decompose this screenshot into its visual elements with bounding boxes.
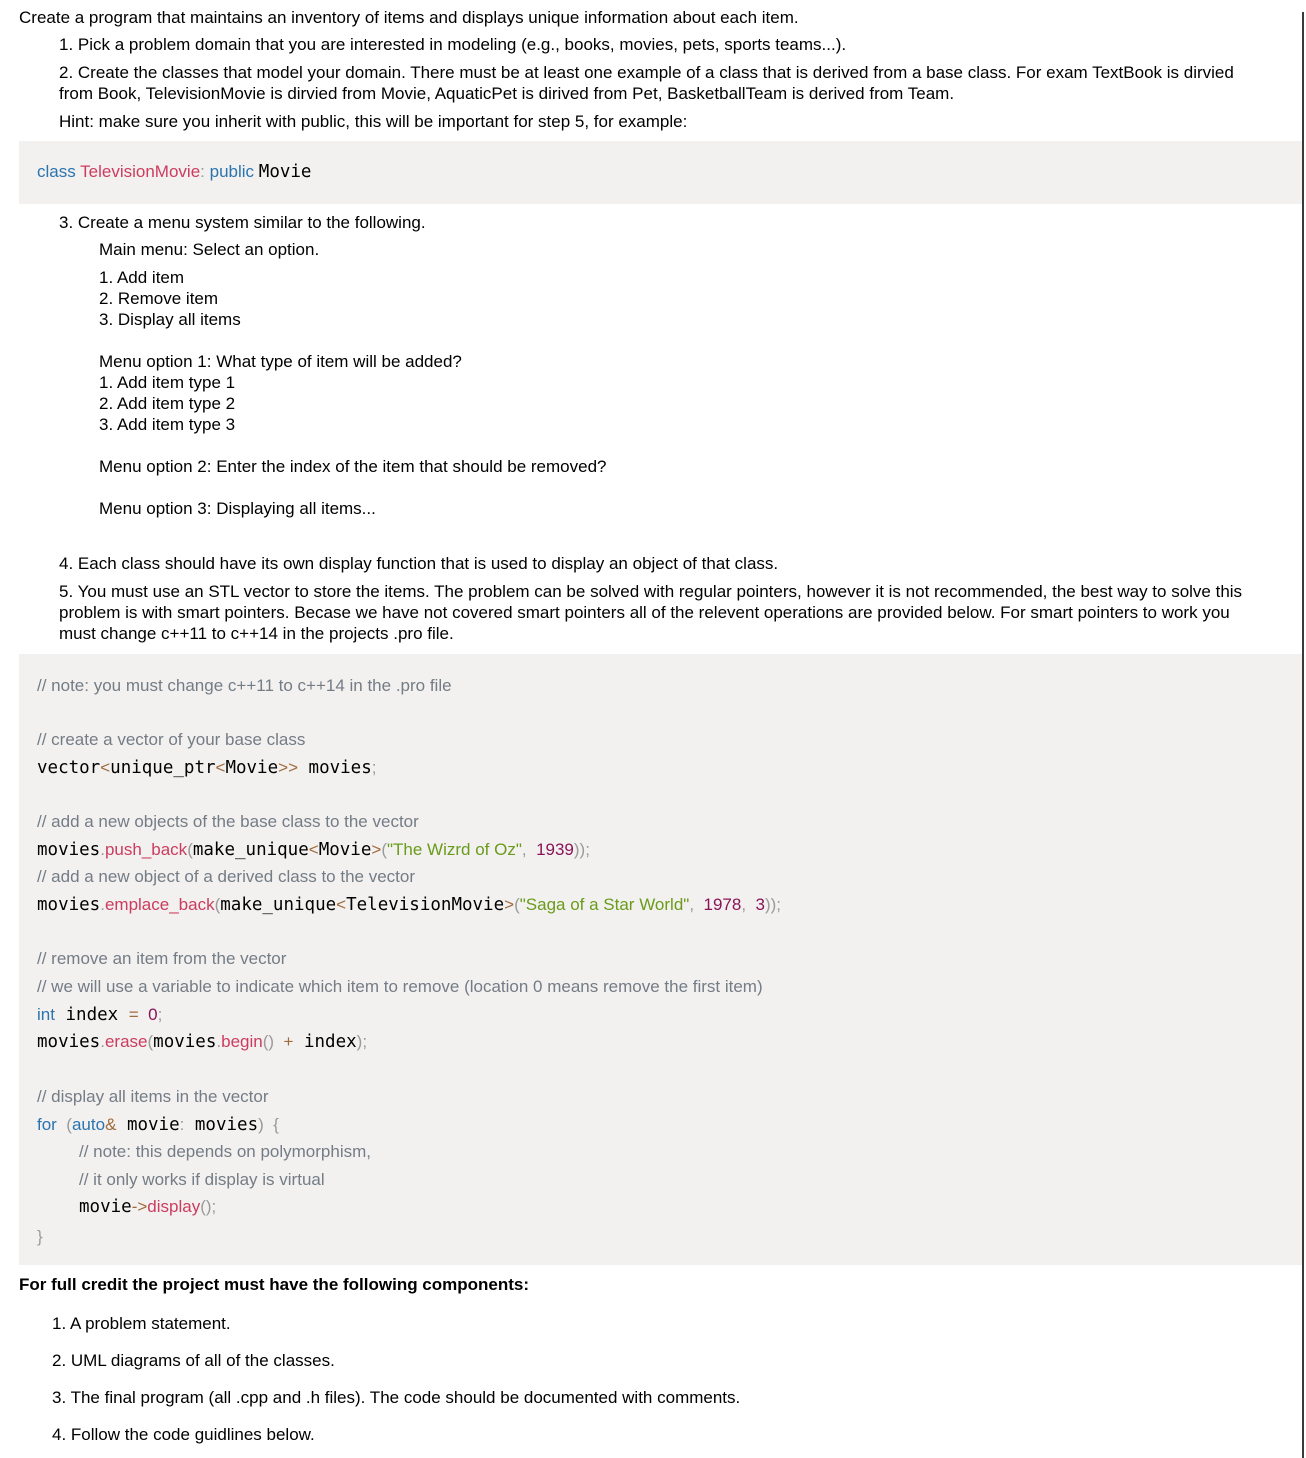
code-token: index bbox=[54, 1005, 129, 1025]
code-token: TelevisionMovie bbox=[346, 895, 505, 915]
credit-item: 3. The final program (all .cpp and .h files). The code should be documented with comments. bbox=[52, 1388, 741, 1407]
code-closing-brace: } bbox=[37, 1227, 43, 1246]
code-token: make_unique bbox=[192, 840, 309, 860]
code-token: index bbox=[293, 1032, 357, 1052]
code-token: auto bbox=[71, 1115, 106, 1134]
code-line-vector-decl bbox=[37, 757, 377, 779]
code-token: for bbox=[37, 1115, 57, 1134]
code-token: + bbox=[283, 1032, 294, 1051]
code-token: display bbox=[147, 1197, 201, 1216]
code-token: push_back bbox=[104, 840, 188, 859]
code-token: < bbox=[308, 840, 319, 859]
code-comment: // it only works if display is virtual bbox=[79, 1170, 325, 1189]
code-token: . bbox=[216, 1032, 222, 1051]
code-token: { bbox=[273, 1115, 279, 1134]
inherit-colon: : bbox=[200, 162, 205, 181]
code-token: make_unique bbox=[220, 895, 337, 915]
code-token: movies bbox=[37, 840, 101, 860]
code-comment: // create a vector of your base class bbox=[37, 730, 306, 749]
code-token: 1978 bbox=[703, 895, 742, 914]
code-token: vector bbox=[37, 758, 101, 778]
code-comment: // note: this depends on polymorphism, bbox=[79, 1142, 371, 1161]
step-2-text-line2: from Book, TelevisionMovie is dirvied from Movie, AquaticPet is dirived from Pet, BasketballTeam is derived from Team. bbox=[59, 84, 955, 103]
code-token: ; bbox=[371, 758, 377, 777]
keyword-public: public bbox=[209, 162, 255, 181]
menu-main-item: 2. Remove item bbox=[99, 289, 219, 308]
page-right-border bbox=[1302, 12, 1304, 1458]
code-token: ( bbox=[514, 895, 520, 914]
code-line-int-decl bbox=[37, 1004, 162, 1026]
credit-item: 1. A problem statement. bbox=[52, 1314, 231, 1333]
code-token: Movie bbox=[318, 840, 372, 860]
code-line-push-back bbox=[37, 839, 590, 861]
menu-option1-item: 3. Add item type 3 bbox=[99, 415, 236, 434]
code-line-display-call bbox=[79, 1196, 216, 1218]
step-2-text-line1: 2. Create the classes that model your domain. There must be at least one example of a class that is derived from a base class. For exam TextBook is dirvied bbox=[59, 63, 1234, 82]
code-token: "Saga of a Star World" bbox=[519, 895, 690, 914]
code-token: movies bbox=[153, 1032, 217, 1052]
code-token: & bbox=[105, 1115, 117, 1134]
code-token: >> bbox=[278, 758, 298, 777]
menu-option1-title: Menu option 1: What type of item will be added? bbox=[99, 352, 462, 371]
code-token: unique_ptr bbox=[110, 758, 216, 778]
code-line-emplace-back bbox=[37, 894, 781, 916]
step-5-text-line3: must change c++11 to c++14 in the projects .pro file. bbox=[59, 624, 454, 643]
keyword-class: class bbox=[37, 162, 76, 181]
code-token: 1939 bbox=[536, 840, 574, 859]
code-token: )); bbox=[764, 895, 782, 914]
code-token: movies bbox=[298, 758, 372, 778]
code-token: Movie bbox=[225, 758, 279, 778]
step-5-text-line1: 5. You must use an STL vector to store the items. The problem can be solved with regular pointers, however it is not recommended, the best way to solve this bbox=[59, 582, 1243, 601]
code-token: ( bbox=[187, 840, 193, 859]
code-token: movies bbox=[184, 1115, 259, 1135]
code-line-class-decl bbox=[37, 161, 311, 183]
code-token: ( bbox=[147, 1032, 154, 1051]
step-4-text: 4. Each class should have its own display function that is used to display an object of that class. bbox=[59, 554, 779, 573]
code-token: movies bbox=[37, 895, 101, 915]
code-token: movie bbox=[116, 1115, 180, 1135]
code-token: ); bbox=[356, 1032, 368, 1051]
credit-heading: For full credit the project must have the following components: bbox=[19, 1275, 530, 1294]
code-token: ) bbox=[258, 1115, 264, 1134]
step-5-text-line2: problem is with smart pointers. Becase we have not covered smart pointers all of the relevent operations are provided below. For smart pointers to work you bbox=[59, 603, 1230, 622]
code-token: ( bbox=[66, 1115, 72, 1134]
code-token: ( bbox=[214, 895, 221, 914]
code-token: begin bbox=[221, 1032, 263, 1051]
menu-option2-title: Menu option 2: Enter the index of the item that should be removed? bbox=[99, 457, 607, 476]
code-token: : bbox=[179, 1115, 185, 1134]
code-token: < bbox=[215, 758, 226, 777]
code-token: emplace_back bbox=[104, 895, 215, 914]
code-token: . bbox=[100, 895, 105, 914]
code-token: int bbox=[37, 1005, 55, 1024]
code-line-erase bbox=[37, 1031, 367, 1053]
code-token: . bbox=[100, 840, 105, 859]
code-token: )); bbox=[573, 840, 590, 859]
code-token: ; bbox=[157, 1005, 163, 1024]
code-comment: // note: you must change c++11 to c++14 in the .pro file bbox=[37, 676, 452, 695]
hint-text: Hint: make sure you inherit with public, this will be important for step 5, for example: bbox=[59, 112, 688, 131]
credit-item: 4. Follow the code guidlines below. bbox=[52, 1425, 315, 1444]
code-token: erase bbox=[104, 1032, 148, 1051]
menu-main-item: 3. Display all items bbox=[99, 310, 241, 329]
code-token: , bbox=[689, 895, 695, 914]
code-token: . bbox=[100, 1032, 105, 1051]
code-comment: // add a new object of a derived class to the vector bbox=[37, 867, 415, 886]
code-comment: // we will use a variable to indicate which item to remove (location 0 means remove the first item) bbox=[37, 977, 763, 996]
code-token: 3 bbox=[755, 895, 765, 914]
code-token: () bbox=[262, 1032, 275, 1051]
code-comment: // add a new objects of the base class to the vector bbox=[37, 812, 419, 831]
code-token: (); bbox=[200, 1197, 217, 1216]
code-token: < bbox=[100, 758, 111, 777]
intro-text: Create a program that maintains an inventory of items and displays unique information about each item. bbox=[19, 8, 799, 27]
code-token: -> bbox=[131, 1197, 148, 1216]
code-token: < bbox=[336, 895, 347, 914]
step-3-text: 3. Create a menu system similar to the following. bbox=[59, 213, 426, 232]
step-1-text: 1. Pick a problem domain that you are interested in modeling (e.g., books, movies, pets, sports teams...). bbox=[59, 35, 847, 54]
code-token: movie bbox=[79, 1197, 132, 1217]
code-token: "The Wizrd of Oz" bbox=[387, 840, 522, 859]
code-line-for-loop bbox=[37, 1114, 279, 1136]
code-comment: // remove an item from the vector bbox=[37, 949, 287, 968]
code-token: , bbox=[741, 895, 747, 914]
code-comment: // display all items in the vector bbox=[37, 1087, 269, 1106]
menu-option1-item: 1. Add item type 1 bbox=[99, 373, 236, 392]
menu-option3-title: Menu option 3: Displaying all items... bbox=[99, 499, 376, 518]
code-token: movies bbox=[37, 1032, 101, 1052]
base-class-name: Movie bbox=[258, 162, 312, 182]
code-token: ( bbox=[381, 840, 387, 859]
credit-item: 2. UML diagrams of all of the classes. bbox=[52, 1351, 335, 1370]
code-token: > bbox=[504, 895, 515, 914]
code-token: > bbox=[371, 840, 382, 859]
code-token: = bbox=[128, 1005, 139, 1024]
code-token: , bbox=[521, 840, 527, 859]
menu-main-item: 1. Add item bbox=[99, 268, 185, 287]
code-token: 0 bbox=[148, 1005, 158, 1024]
menu-option1-item: 2. Add item type 2 bbox=[99, 394, 236, 413]
derived-class-name: TelevisionMovie bbox=[80, 162, 201, 181]
menu-main-title: Main menu: Select an option. bbox=[99, 240, 320, 259]
